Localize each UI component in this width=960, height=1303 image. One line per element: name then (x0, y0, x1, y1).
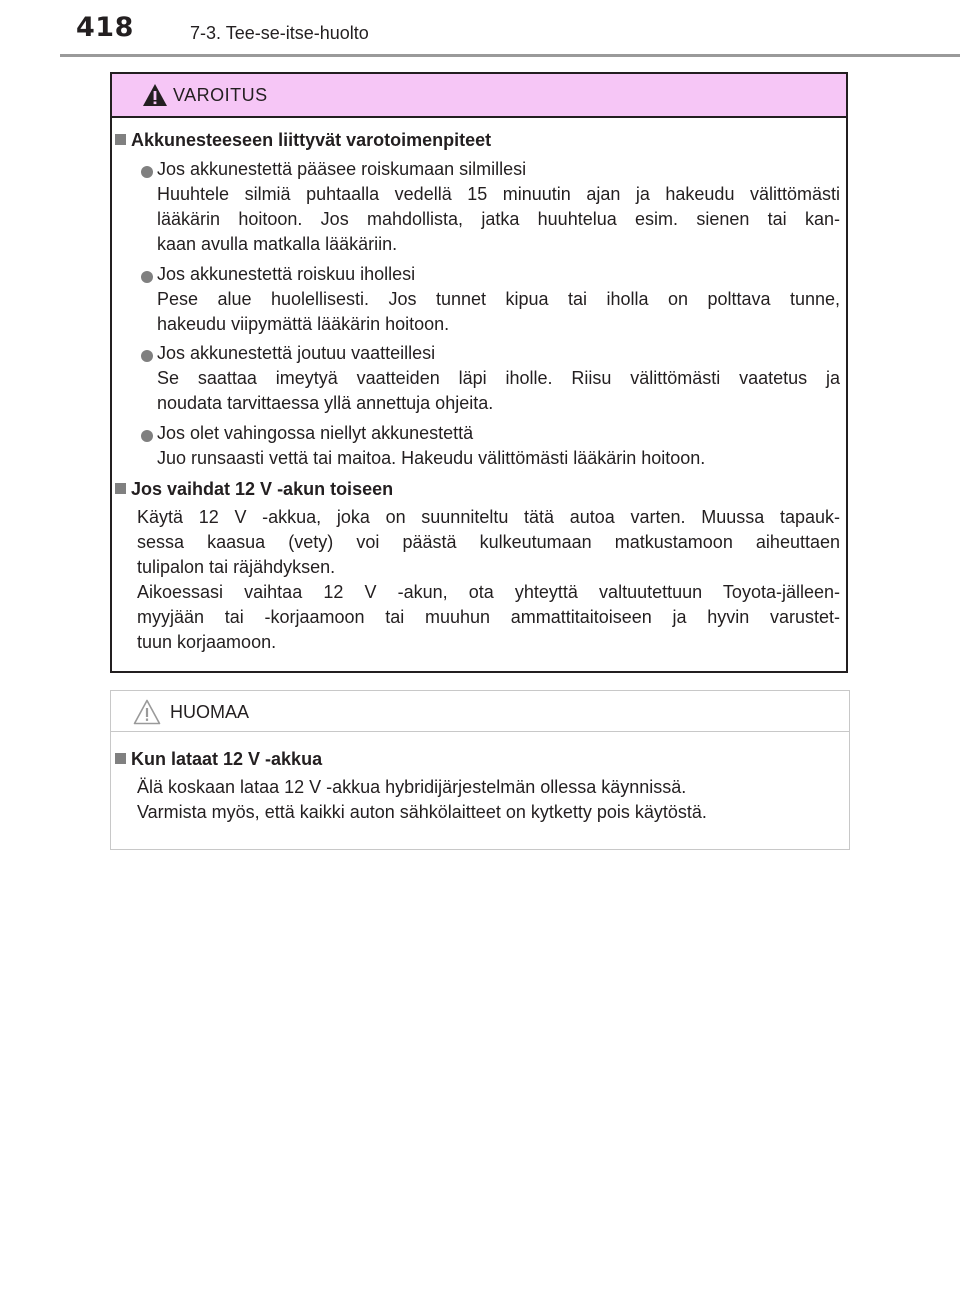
item-eyes-line: lääkärin hoitoon. Jos mahdollista, jatka huuhtelua esim. sienen tai kan- (157, 209, 840, 229)
item-swallowed-line: Juo runsaasti vettä tai maitoa. Hakeudu välittömästi lääkärin hoitoon. (157, 448, 706, 468)
item-clothes-line: noudata tarvittaessa yllä annettuja ohjeita. (157, 393, 494, 413)
item-skin-line: hakeudu viipymättä lääkärin hoitoon. (157, 314, 450, 334)
warning-title: VAROITUS (173, 85, 268, 105)
replace-battery-text: sessa kaasua (vety) voi päästä kulkeutumaan matkustamoon aiheuttaen (137, 532, 840, 552)
page-header (0, 0, 960, 60)
warning-heading-replace-battery: Jos vaihdat 12 V -akun toiseen (115, 479, 393, 500)
replace-battery-text: tulipalon tai räjähdyksen. (137, 557, 336, 577)
round-bullet-icon (141, 350, 153, 362)
header-rule (60, 54, 960, 57)
warning-header (112, 74, 846, 118)
notice-text: Älä koskaan lataa 12 V -akkua hybridijärjestelmän ollessa käynnissä. (137, 777, 687, 797)
caution-triangle-icon (133, 699, 161, 725)
item-eyes-line: Huuhtele silmiä puhtaalla vedellä 15 minuutin ajan ja hakeudu välittömästi (157, 184, 840, 204)
item-clothes-line: Se saattaa imeytyä vaatteiden läpi iholle. Riisu välittömästi vaatetus ja (157, 368, 840, 388)
item-swallowed-title: Jos olet vahingossa niellyt akkunestettä (157, 423, 474, 443)
square-bullet-icon (115, 134, 126, 145)
item-skin-line: Pese alue huolellisesti. Jos tunnet kipua tai iholla on polttava tunne, (157, 289, 840, 309)
notice-box (110, 690, 850, 850)
square-bullet-icon (115, 483, 126, 494)
item-eyes-title: Jos akkunestettä pääsee roiskumaan silmillesi (157, 159, 527, 179)
notice-heading-charging: Kun lataat 12 V -akkua (115, 749, 322, 770)
round-bullet-icon (141, 166, 153, 178)
replace-battery-text: myyjään tai -korjaamoon tai muuhun ammattitaitoiseen ja hyvin varustet- (137, 607, 840, 627)
replace-battery-text: Aikoessasi vaihtaa 12 V -akun, ota yhteyttä valtuutettuun Toyota-jälleen- (137, 582, 840, 602)
notice-header (111, 691, 849, 732)
replace-battery-text: tuun korjaamoon. (137, 632, 277, 652)
notice-text: Varmista myös, että kaikki auton sähkölaitteet on kytketty pois käytöstä. (137, 802, 707, 822)
item-eyes-line: kaan avulla matkalla lääkäriin. (157, 234, 398, 254)
notice-title: HUOMAA (170, 702, 250, 722)
square-bullet-icon (115, 753, 126, 764)
round-bullet-icon (141, 430, 153, 442)
round-bullet-icon (141, 271, 153, 283)
warning-triangle-icon (142, 83, 168, 107)
item-clothes-title: Jos akkunestettä joutuu vaatteillesi (157, 343, 436, 363)
item-skin-title: Jos akkunestettä roiskuu ihollesi (157, 264, 416, 284)
replace-battery-text: Käytä 12 V -akkua, joka on suunniteltu tätä autoa varten. Muussa tapauk- (137, 507, 840, 527)
section-title: 7-3. Tee-se-itse-huolto (190, 23, 369, 43)
page-number: 418 (76, 12, 134, 43)
warning-heading-electrolyte: Akkunesteeseen liittyvät varotoimenpiteet (115, 130, 491, 151)
